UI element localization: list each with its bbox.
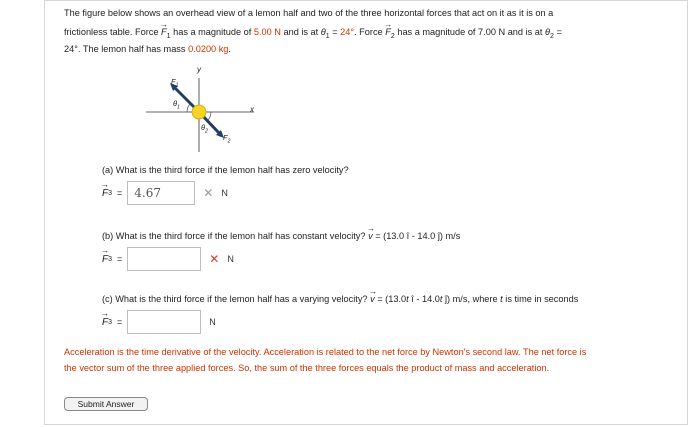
part-c-question-text: ) m/s, where bbox=[447, 294, 498, 304]
part-c-question-text: (c) What is the third force if the lemon half has a varying velocity? bbox=[102, 294, 368, 304]
part-c-question-text: is time in seconds bbox=[505, 294, 579, 304]
theta1-label-letter: θ bbox=[173, 99, 178, 108]
f3-sub: 3 bbox=[108, 255, 113, 263]
f1-figure-label bbox=[171, 77, 178, 89]
part-a-answer-input[interactable]: 4.67 bbox=[127, 181, 195, 205]
f1-label-sub: 1 bbox=[175, 82, 179, 89]
theta1-sub: 1 bbox=[325, 32, 330, 40]
t-symbol: t bbox=[406, 294, 409, 304]
f1-label-letter: F bbox=[171, 77, 176, 86]
submit-answer-button[interactable]: Submit Answer bbox=[64, 397, 148, 411]
part-c-unit: N bbox=[209, 317, 216, 327]
part-a-question bbox=[102, 161, 349, 180]
intro-text: . Force bbox=[354, 27, 383, 37]
intro-text: and is at bbox=[283, 27, 319, 37]
lemon-half-icon bbox=[192, 105, 206, 119]
intro-line-1: The figure below shows an overhead view of a lemon half and two of the three horizontal forces that act on it as it is on a bbox=[64, 8, 554, 18]
part-b-answer-row bbox=[102, 247, 234, 271]
theta1-value: 24° bbox=[340, 27, 355, 37]
velocity-symbol: → v bbox=[370, 290, 375, 309]
f2-label-sub: 2 bbox=[227, 138, 231, 145]
part-a-question-text: (a) What is the third force if the lemon half has zero velocity? bbox=[102, 165, 349, 175]
f2-magnitude: 7.00 N bbox=[478, 27, 506, 37]
hint-text: the vector sum of the three applied forces. So, the sum of the three forces equals the product of mass and acceleration. bbox=[64, 363, 550, 373]
part-c-question-text: = (13.0 bbox=[377, 294, 407, 304]
intro-text: has a magnitude of bbox=[173, 27, 252, 37]
theta2-label-sub: 2 bbox=[205, 128, 208, 135]
f2-figure-label bbox=[223, 133, 230, 145]
problem-text-line-2: frictionless table. Force → $F_1$ has a magnitude of 5.00 N and is at $\theta_1 = 24^\circ$. Force → $F_2$ has a magnitude of 7.00 N and is at $\theta_2$ = bbox=[64, 23, 562, 46]
part-a-answer-row bbox=[102, 181, 228, 205]
hint-line-2 bbox=[64, 359, 549, 378]
part-b-question-text: = (13.0 bbox=[375, 231, 405, 241]
part-b-answer-input[interactable] bbox=[127, 247, 201, 271]
part-a-unit: N bbox=[221, 188, 228, 198]
equals-sign: = bbox=[117, 188, 123, 198]
part-b-question-text: ) m/s bbox=[439, 231, 461, 241]
incorrect-icon: ✕ bbox=[203, 186, 214, 200]
theta2-symbol: θ bbox=[544, 27, 550, 37]
i-hat-symbol: î bbox=[406, 231, 410, 241]
j-hat-symbol: ĵ bbox=[437, 231, 440, 241]
f2-sub: 2 bbox=[390, 32, 395, 40]
f2-label-letter: F bbox=[223, 133, 228, 142]
theta2-value: 24° bbox=[64, 44, 78, 54]
theta1-symbol: θ bbox=[320, 27, 326, 37]
equals-sign: = bbox=[117, 317, 123, 327]
i-hat-symbol: î bbox=[411, 294, 414, 304]
y-axis-label: y bbox=[197, 65, 201, 74]
intro-text: . The lemon half has mass bbox=[77, 44, 186, 54]
theta1-label-sub: 1 bbox=[177, 104, 180, 111]
x-axis-label: x bbox=[250, 105, 254, 114]
velocity-symbol: → v bbox=[368, 227, 373, 246]
theta2-label-letter: θ bbox=[201, 123, 206, 132]
part-b-question-text: (b) What is the third force if the lemon half has constant velocity? bbox=[102, 231, 366, 241]
part-b-question bbox=[102, 227, 460, 246]
part-c-answer-input[interactable] bbox=[127, 310, 201, 334]
f3-symbol: → F bbox=[102, 188, 108, 199]
f1-sub: 1 bbox=[166, 32, 171, 40]
f3-symbol: → F bbox=[102, 317, 108, 328]
f2-symbol: → F bbox=[385, 23, 391, 42]
part-b-question-text: - 14.0 bbox=[411, 231, 436, 241]
hint-text: Acceleration is the time derivative of the velocity. Acceleration is related to the net force by Newton's second law. The net force is bbox=[64, 347, 587, 357]
theta1-figure-label bbox=[173, 99, 180, 111]
j-hat-symbol: ĵ bbox=[445, 294, 448, 304]
f3-sub: 3 bbox=[108, 189, 113, 197]
part-c-answer-row bbox=[102, 310, 216, 334]
t-symbol: t bbox=[500, 294, 503, 304]
incorrect-icon: ✕ bbox=[209, 252, 220, 266]
f1-magnitude: 5.00 N bbox=[253, 27, 281, 37]
theta2-figure-label bbox=[201, 123, 208, 135]
intro-text: . bbox=[228, 44, 231, 54]
part-c-question-text: - 14.0 bbox=[416, 294, 440, 304]
f3-symbol: → F bbox=[102, 254, 108, 265]
part-c-question bbox=[102, 290, 578, 309]
part-b-unit: N bbox=[227, 254, 234, 264]
mass-value: 0.0200 kg bbox=[188, 44, 229, 54]
theta2-sub: 2 bbox=[549, 32, 554, 40]
t-symbol: t bbox=[439, 294, 443, 304]
intro-text: frictionless table. Force bbox=[64, 27, 159, 37]
intro-text: has a magnitude of bbox=[397, 27, 476, 37]
f3-sub: 3 bbox=[108, 318, 113, 326]
equals-sign: = bbox=[117, 254, 123, 264]
force-diagram bbox=[0, 0, 700, 160]
f1-symbol: → F bbox=[161, 23, 167, 42]
